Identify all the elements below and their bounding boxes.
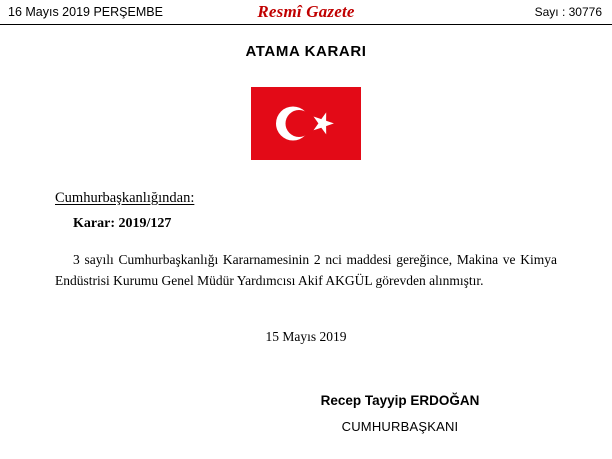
signature-block xyxy=(321,393,480,434)
decision-number: Karar: 2019/127 xyxy=(73,216,172,231)
issuing-authority: Cumhurbaşkanlığından: xyxy=(55,190,195,206)
turkish-flag-icon xyxy=(251,87,361,160)
signature-area xyxy=(0,393,612,436)
flag-svg xyxy=(251,87,361,160)
document-body xyxy=(0,190,612,345)
masthead xyxy=(0,0,612,24)
page-title: ATAMA KARARI xyxy=(245,43,367,60)
decision-date: 15 Mayıs 2019 xyxy=(265,328,347,344)
issue-number: Sayı : 30776 xyxy=(534,5,602,19)
gazette-title: Resmî Gazete xyxy=(257,2,355,21)
body-paragraph: 3 sayılı Cumhurbaşkanlığı Kararnamesinin 2 nci maddesi gereğince, Makina ve Kimya Endüstrisi Kurumu Genel Müdür Yardımcısı Akif AKGÜL görevden alınmıştır. xyxy=(55,252,557,288)
signatory-name: Recep Tayyip ERDOĞAN xyxy=(320,392,480,408)
signatory-title: CUMHURBAŞKANI xyxy=(341,418,459,434)
header-divider xyxy=(0,24,612,25)
publication-date: 16 Mayıs 2019 PERŞEMBE xyxy=(8,5,163,19)
emblem-container xyxy=(0,87,612,160)
